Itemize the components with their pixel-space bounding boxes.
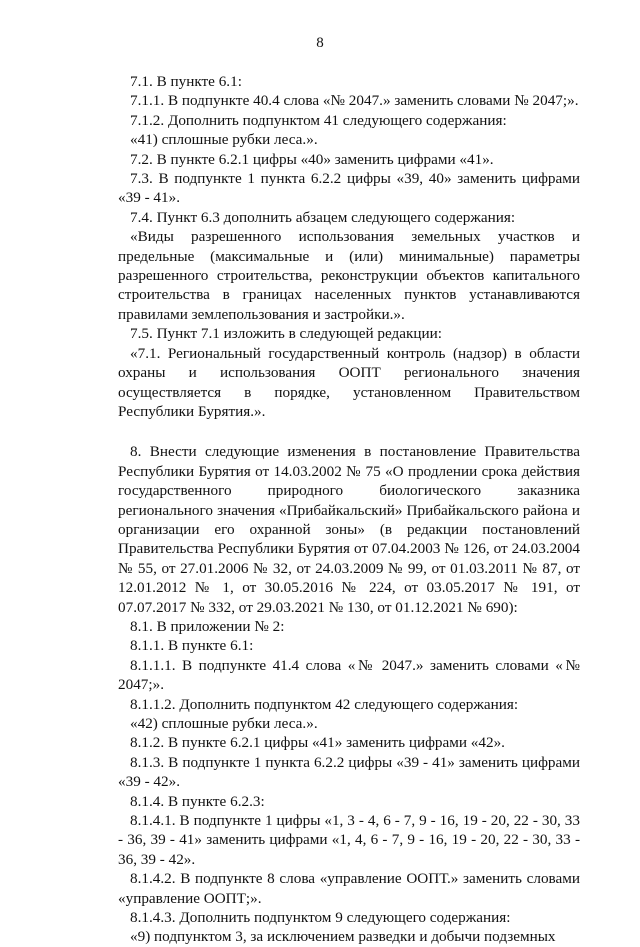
paragraph: 8.1.1. В пункте 6.1:	[130, 637, 254, 655]
paragraph: 8.1.1.1. В подпункте 41.4 слова «№ 2047.» заменить словами «№ 2047;».	[118, 656, 580, 694]
paragraph: 8.1.1.2. Дополнить подпунктом 42 следующего содержания:	[130, 695, 519, 713]
page-number: 8	[316, 35, 324, 51]
paragraph: 8.1.4.1. В подпункте 1 цифры «1, 3 - 4, 6 - 7, 9 - 16, 19 - 20, 22 - 30, 33 - 36, 39 - 41» заменить цифрами «1, 4, 6 - 7, 9 - 16, 19 - 20, 22 - 30, 33 - 36, 39 - 42».	[118, 812, 580, 868]
paragraph: 7.1.1. В подпункте 40.4 слова «№ 2047.» заменить словами № 2047;».	[130, 92, 579, 110]
paragraph: 7.1.2. Дополнить подпунктом 41 следующего содержания:	[130, 111, 507, 129]
paragraph: 8.1.3. В подпункте 1 пункта 6.2.2 цифры «39 - 41» заменить цифрами «39 - 42».	[118, 753, 580, 791]
paragraph: 7.3. В подпункте 1 пункта 6.2.2 цифры «39, 40» заменить цифрами «39 - 41».	[118, 170, 580, 207]
paragraph: 7.4. Пункт 6.3 дополнить абзацем следующего содержания:	[130, 208, 516, 226]
paragraph: «Виды разрешенного использования земельных участков и предельные (максимальные и (или) минимальные) параметры разрешенного строительства, реконструкции объектов капитального строительства в границах населенных пунктов устанавливаются правилами землепользования и застройки.».	[118, 228, 580, 323]
paragraph: «7.1. Региональный государственный контроль (надзор) в области охраны и использования ООПТ регионального значения осуществляется в порядке, установленном Правительством Республики Бурятия.».	[118, 344, 580, 420]
paragraph: 8.1.4.3. Дополнить подпунктом 9 следующего содержания:	[130, 909, 511, 927]
paragraph: 7.2. В пункте 6.2.1 цифры «40» заменить цифрами «41».	[130, 150, 494, 168]
paragraph: 8. Внести следующие изменения в постановление Правительства Республики Бурятия от 14.03.2002 № 75 «О продлении срока действия государственного природного биологического заказника регионального значения «Прибайкальский» Прибайкальского района и организации его охранной зоны» (в редакции постановлений Правительства Республики Бурятия от 07.04.2003 № 126, от 24.03.2004 № 55, от 27.01.2006 № 32, от 24.03.2009 № 99, от 01.03.2011 № 87, от 12.01.2012 № 1, от 30.05.2016 № 224, от 03.05.2017 № 191, от 07.07.2017 № 332, от 29.03.2021 № 130, от 01.12.2021 № 690):	[118, 443, 580, 616]
paragraph: 8.1. В приложении № 2:	[130, 617, 285, 635]
document-body	[118, 72, 580, 947]
paragraph: 8.1.4.2. В подпункте 8 слова «управление ООПТ.» заменить словами «управление ООПТ;».	[118, 870, 580, 907]
paragraph: «42) сплошные рубки леса.».	[130, 715, 318, 732]
paragraph: «41) сплошные рубки леса.».	[130, 131, 318, 149]
paragraph: 8.1.2. В пункте 6.2.1 цифры «41» заменить цифрами «42».	[130, 734, 505, 752]
paragraph: 7.5. Пункт 7.1 изложить в следующей редакции:	[130, 325, 443, 343]
paragraph: «9) подпунктом 3, за исключением разведки и добычи подземных	[130, 928, 556, 946]
paragraph: 7.1. В пункте 6.1:	[130, 73, 242, 90]
paragraph: 8.1.4. В пункте 6.2.3:	[130, 792, 265, 810]
